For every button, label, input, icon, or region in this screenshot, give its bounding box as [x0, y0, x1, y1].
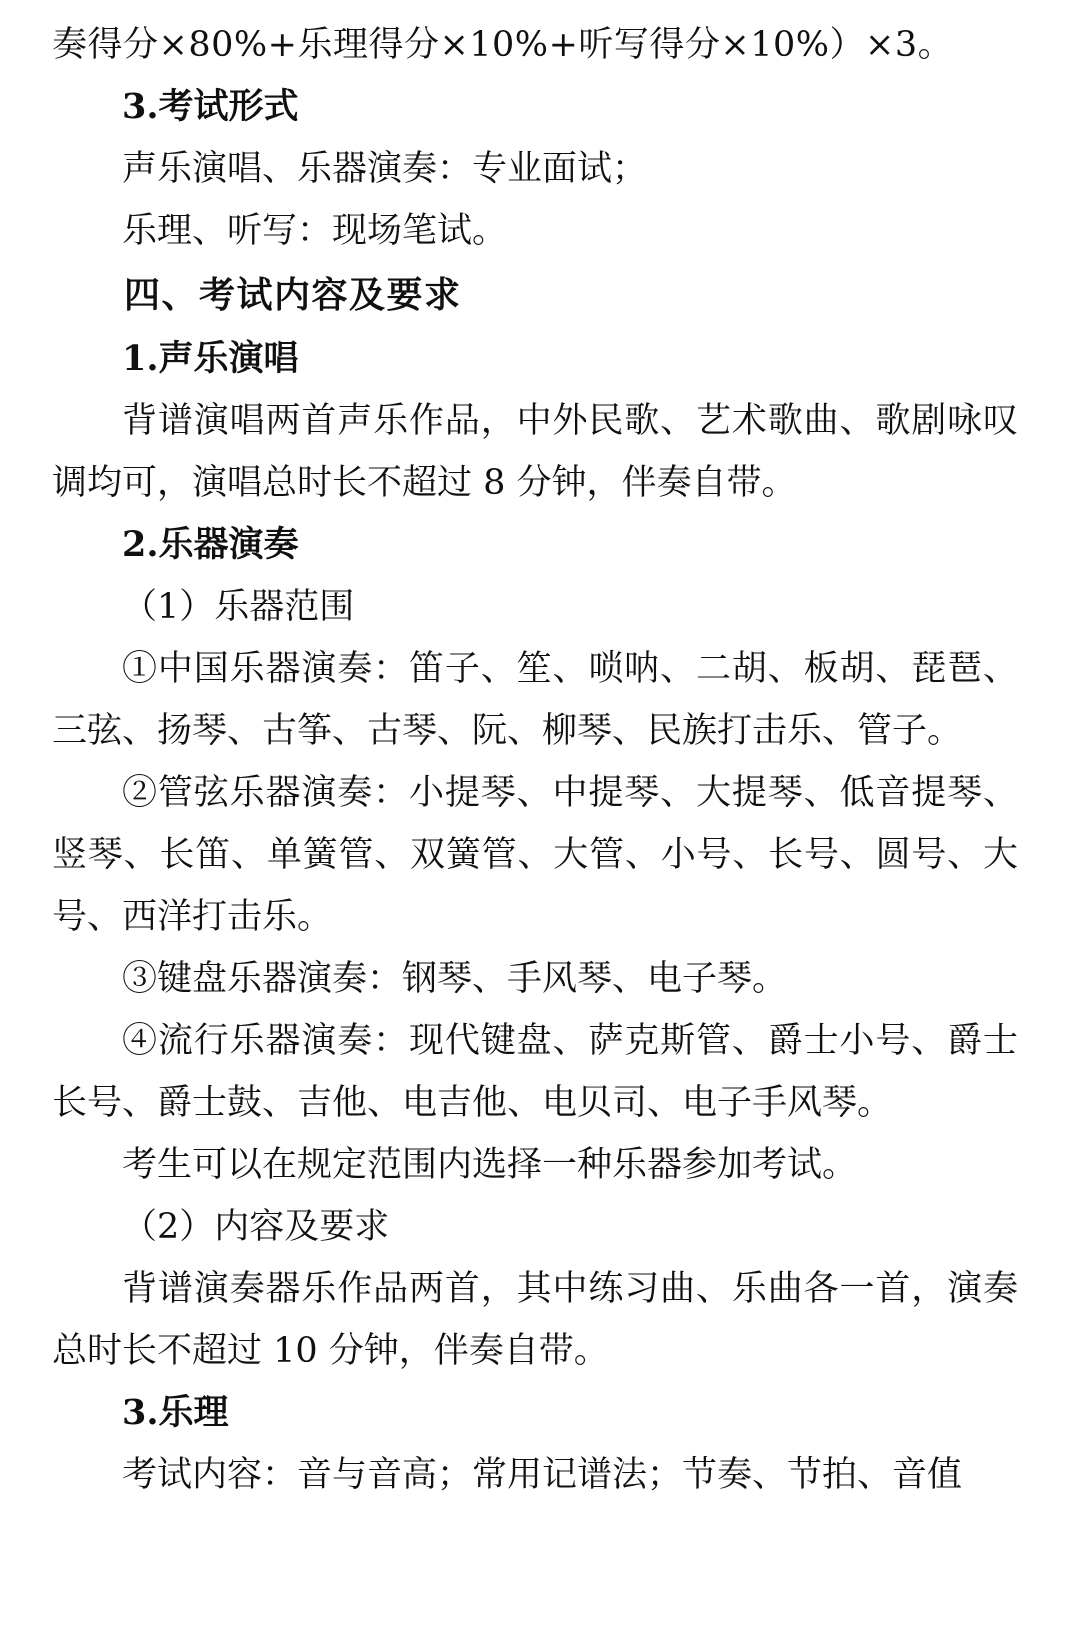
paragraph-theory-dictation-written: 乐理、听写：现场笔试。: [122, 211, 508, 251]
paragraph-vocal-instrument-interview: 声乐演唱、乐器演奏：专业面试；: [122, 149, 648, 189]
paragraph-instrument-scope-label: （1）乐器范围: [122, 587, 355, 627]
paragraph-popular-instruments: ④流行乐器演奏：现代键盘、萨克斯管、爵士小号、爵士长号、爵士鼓、吉他、电吉他、电贝司、电子手风琴。: [52, 1021, 1018, 1123]
paragraph-chinese-instruments: ①中国乐器演奏：笛子、笙、唢呐、二胡、板胡、琵琶、三弦、扬琴、古筝、古琴、阮、柳琴、民族打击乐、管子。: [52, 649, 1018, 751]
paragraph-theory-content: 考试内容：音与音高；常用记谱法；节奏、节拍、音值: [122, 1455, 963, 1495]
section-heading-music-theory: 3.乐理: [122, 1392, 229, 1433]
paragraph-content-requirements-label: （2）内容及要求: [122, 1207, 390, 1247]
section-heading-instrument-performance: 2.乐器演奏: [122, 524, 299, 565]
paragraph-instrument-requirements: 背谱演奏器乐作品两首，其中练习曲、乐曲各一首，演奏总时长不超过 10 分钟，伴奏自带。: [52, 1269, 1018, 1371]
paragraph-keyboard-instruments: ③键盘乐器演奏：钢琴、手风琴、电子琴。: [122, 959, 788, 999]
section-heading-exam-content: 四、考试内容及要求: [124, 274, 462, 316]
paragraph-choose-one-instrument: 考生可以在规定范围内选择一种乐器参加考试。: [122, 1145, 858, 1185]
paragraph-orchestral-instruments: ②管弦乐器演奏：小提琴、中提琴、大提琴、低音提琴、竖琴、长笛、单簧管、双簧管、大管、小号、长号、圆号、大号、西洋打击乐。: [52, 773, 1018, 937]
paragraph-continuation: 奏得分×80%+乐理得分×10%+听写得分×10%）×3。: [52, 25, 954, 65]
section-heading-vocal-performance: 1.声乐演唱: [122, 338, 299, 379]
section-heading-exam-format: 3.考试形式: [122, 86, 299, 127]
paragraph-vocal-requirements: 背谱演唱两首声乐作品，中外民歌、艺术歌曲、歌剧咏叹调均可，演唱总时长不超过 8 分钟，伴奏自带。: [52, 401, 1018, 503]
